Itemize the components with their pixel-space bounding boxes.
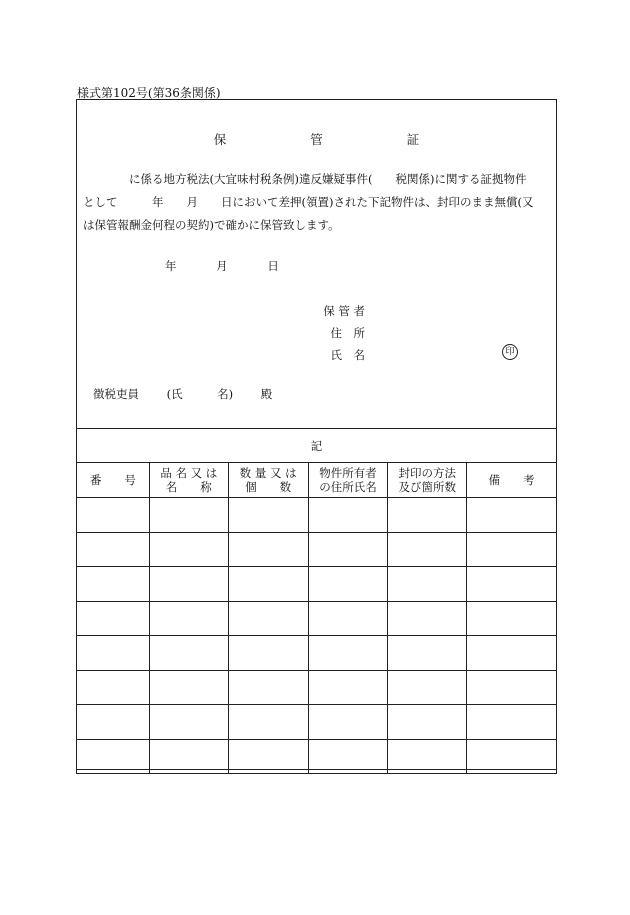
table-cell[interactable]	[467, 532, 557, 567]
address-label: 住 所	[330, 326, 365, 340]
table-cell[interactable]	[467, 670, 557, 705]
table-cell[interactable]	[228, 705, 308, 740]
table-cell[interactable]	[388, 567, 467, 602]
table-cell[interactable]	[388, 705, 467, 740]
title-char-3: 証	[406, 132, 420, 147]
table-row	[77, 601, 557, 636]
table-cell[interactable]	[388, 498, 467, 533]
table-row	[77, 636, 557, 671]
ki-heading: 記	[310, 439, 323, 453]
issue-date	[165, 258, 315, 274]
table-cell[interactable]	[467, 601, 557, 636]
table-cell[interactable]	[77, 532, 150, 567]
table-cell[interactable]	[308, 705, 388, 740]
table-cell[interactable]	[308, 498, 388, 533]
form-number: 様式第102号(第36条関係)	[77, 86, 221, 100]
table-cell[interactable]	[228, 498, 308, 533]
table-cell[interactable]	[149, 739, 228, 774]
table-cell[interactable]	[308, 567, 388, 602]
title-char-2: 管	[310, 132, 323, 147]
table-row	[77, 739, 557, 774]
table-cell[interactable]	[228, 636, 308, 671]
table-row	[77, 498, 557, 533]
table-cell[interactable]	[149, 601, 228, 636]
custodian-block	[305, 300, 375, 366]
table-cell[interactable]	[388, 739, 467, 774]
table-cell[interactable]	[308, 739, 388, 774]
table-cell[interactable]	[77, 498, 150, 533]
table-cell[interactable]	[228, 532, 308, 567]
document-title	[77, 130, 556, 148]
table-cell[interactable]	[467, 705, 557, 740]
table-cell[interactable]	[77, 601, 150, 636]
table-cell[interactable]	[388, 601, 467, 636]
table-cell[interactable]	[467, 498, 557, 533]
table-cell[interactable]	[388, 670, 467, 705]
table-cell[interactable]	[149, 498, 228, 533]
section-divider	[77, 428, 556, 429]
header-number: 番 号	[77, 463, 150, 498]
table-row	[77, 567, 557, 602]
paragraph-line-2: として 年 月 日において差押(領置)された下記物件は、封印のまま無償(又	[83, 195, 534, 209]
table-cell[interactable]	[308, 532, 388, 567]
addressee	[93, 386, 296, 402]
table-header-row	[77, 463, 557, 498]
table-cell[interactable]	[149, 705, 228, 740]
custodian-label: 保 管 者	[323, 304, 365, 318]
title-char-1: 保	[213, 132, 227, 147]
addressee-name: (氏 名)	[166, 387, 234, 401]
certificate-paragraph	[83, 168, 550, 237]
table-cell[interactable]	[228, 670, 308, 705]
table-cell[interactable]	[149, 670, 228, 705]
date-year: 年	[165, 259, 177, 273]
table-row	[77, 532, 557, 567]
table-cell[interactable]	[149, 532, 228, 567]
header-item-name: 品 名 又 は 名 称	[149, 463, 228, 498]
date-month: 月	[216, 259, 228, 273]
items-table	[76, 462, 557, 774]
table-cell[interactable]	[228, 739, 308, 774]
table-cell[interactable]	[77, 567, 150, 602]
table-row	[77, 705, 557, 740]
table-cell[interactable]	[149, 636, 228, 671]
table-cell[interactable]	[77, 705, 150, 740]
table-cell[interactable]	[467, 636, 557, 671]
table-cell[interactable]	[77, 739, 150, 774]
table-cell[interactable]	[149, 567, 228, 602]
header-owner: 物件所有者 の住所氏名	[308, 463, 388, 498]
table-cell[interactable]	[77, 636, 150, 671]
table-cell[interactable]	[467, 567, 557, 602]
name-label: 氏 名	[330, 348, 365, 362]
header-seal-method: 封印の方法 及び箇所数	[388, 463, 467, 498]
date-day: 日	[267, 259, 279, 273]
table-cell[interactable]	[228, 601, 308, 636]
table-cell[interactable]	[388, 636, 467, 671]
addressee-role: 徴税吏員	[93, 387, 139, 401]
table-cell[interactable]	[308, 601, 388, 636]
paragraph-line-1: に係る地方税法(大宜味村税条例)違反嫌疑事件( 税関係)に関する証拠物件	[83, 172, 527, 186]
table-row	[77, 670, 557, 705]
table-cell[interactable]	[77, 670, 150, 705]
table-cell[interactable]	[308, 636, 388, 671]
table-cell[interactable]	[308, 670, 388, 705]
header-remarks: 備 考	[467, 463, 557, 498]
paragraph-line-3: は保管報酬金何程の契約)で確かに保管致します。	[83, 218, 340, 232]
certificate-frame	[76, 99, 557, 770]
seal-icon: 印	[502, 344, 518, 360]
header-quantity: 数 量 又 は 個 数	[228, 463, 308, 498]
table-cell[interactable]	[228, 567, 308, 602]
addressee-honorific: 殿	[260, 387, 273, 401]
table-cell[interactable]	[388, 532, 467, 567]
table-cell[interactable]	[467, 739, 557, 774]
